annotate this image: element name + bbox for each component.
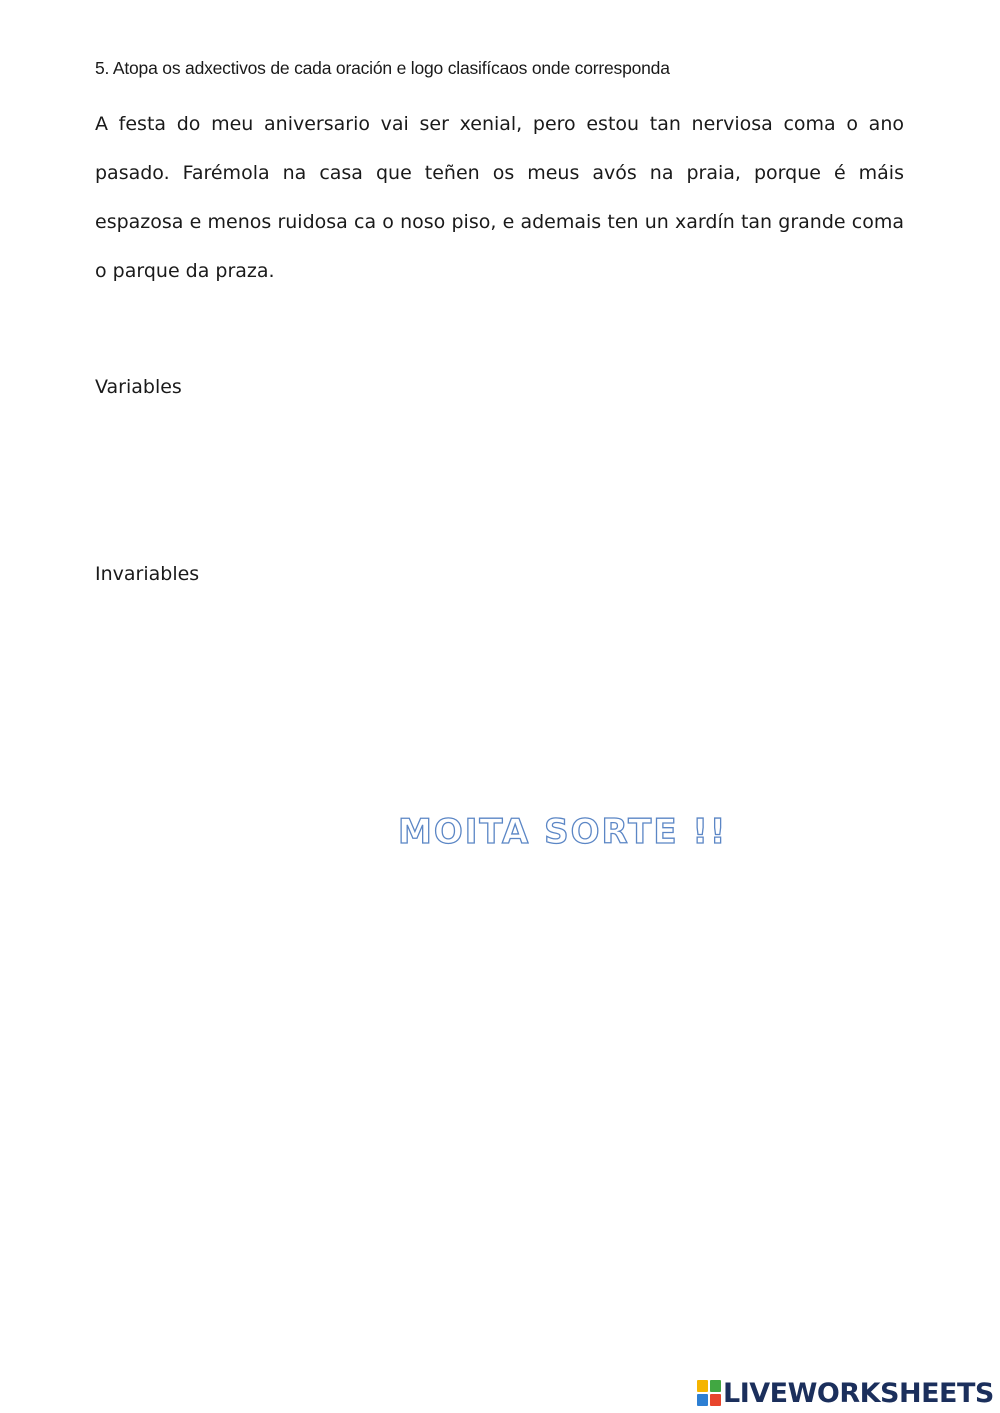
closing-message: MOITA SORTE !!	[398, 812, 728, 852]
liveworksheets-logo-icon	[697, 1380, 721, 1406]
logo-square	[697, 1380, 708, 1392]
logo-square	[710, 1394, 721, 1406]
logo-square	[697, 1394, 708, 1406]
exercise-paragraph: A festa do meu aniversario vai ser xenial, pero estou tan nerviosa coma o ano pasado. Farémola na casa que teñen os meus avós na praia, porque é máis espazosa e menos ruidosa ca o noso piso, e ademais ten un xardín tan grande coma o parque da praza.	[95, 113, 904, 282]
category-label-invariables: Invariables	[95, 563, 200, 585]
brand-text: LIVEWORKSHEETS	[723, 1377, 994, 1409]
logo-square	[710, 1380, 721, 1392]
question-heading: 5. Atopa os adxectivos de cada oración e logo clasifícaos onde corresponda	[95, 58, 670, 78]
category-label-variables: Variables	[95, 376, 182, 398]
liveworksheets-brand	[697, 1378, 994, 1408]
